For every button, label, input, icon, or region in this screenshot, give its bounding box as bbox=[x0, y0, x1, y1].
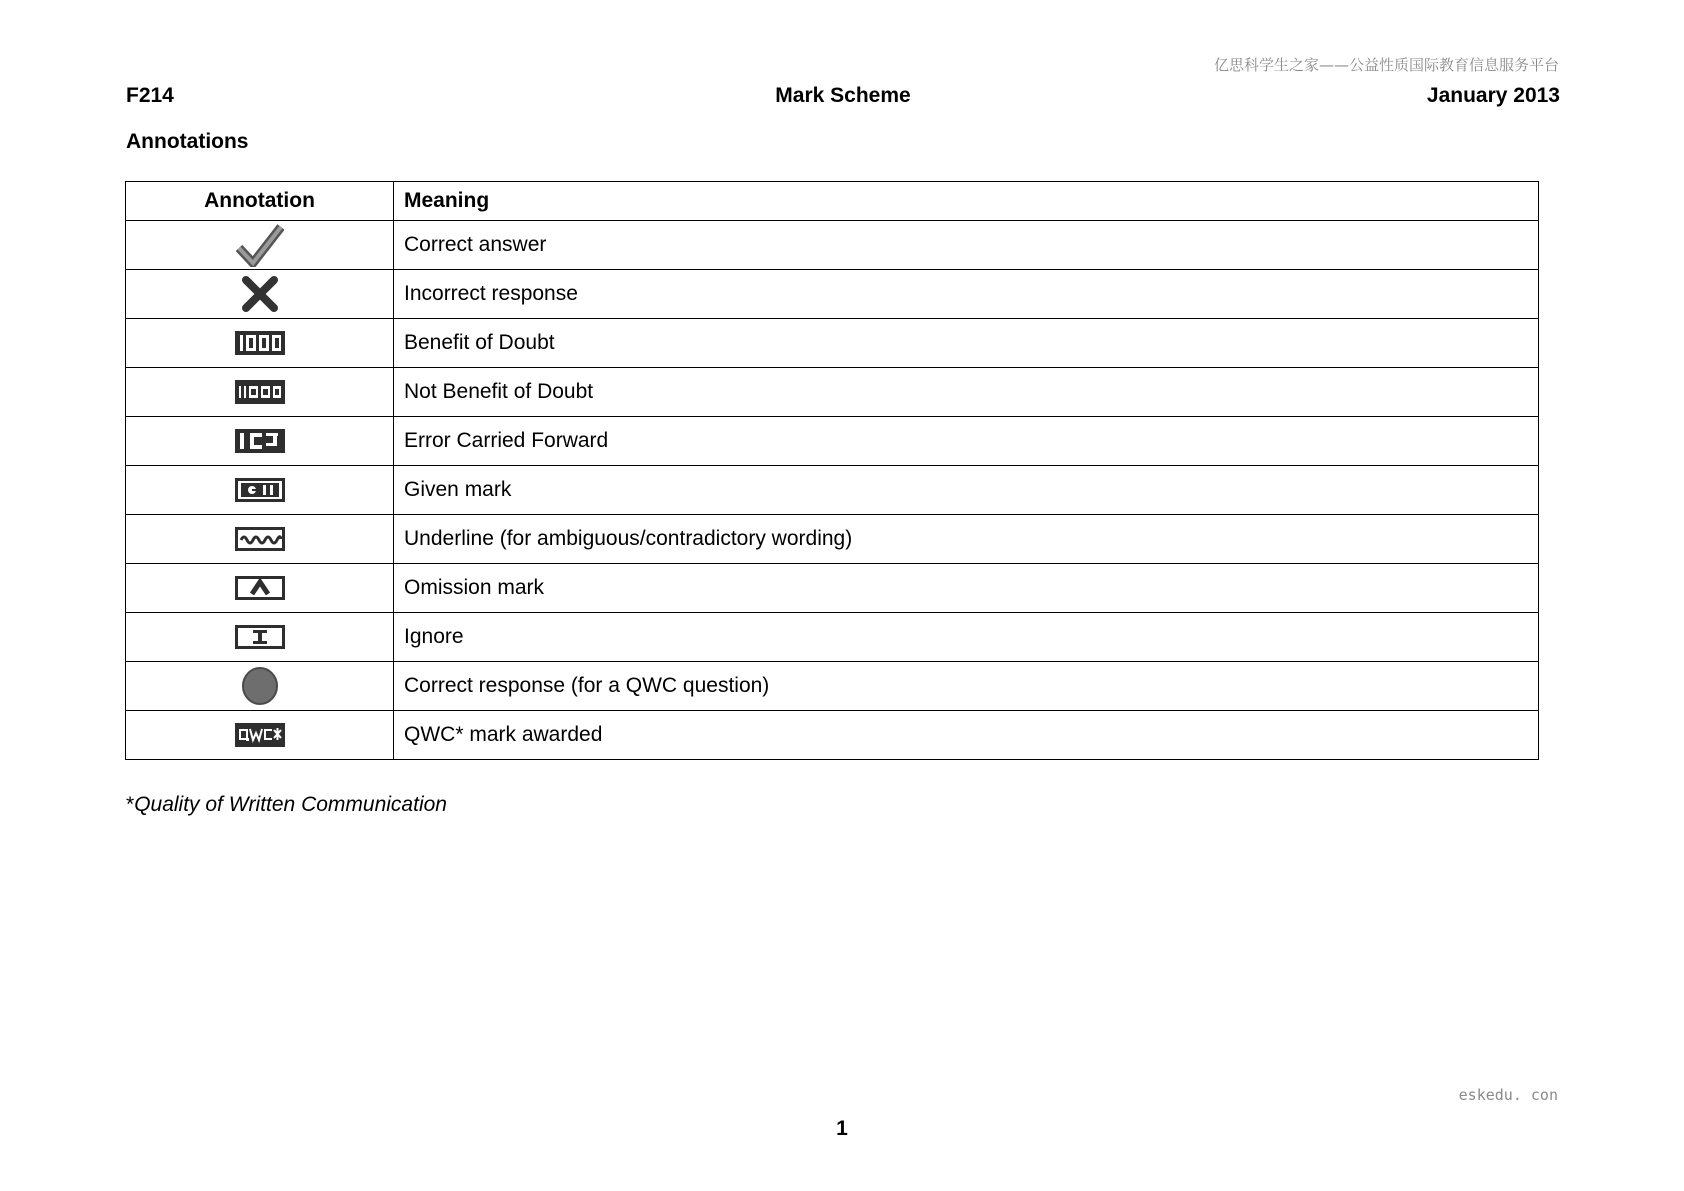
meaning-cell: Benefit of Doubt bbox=[394, 319, 1539, 368]
table-row bbox=[126, 417, 1539, 466]
meaning-cell: Omission mark bbox=[394, 564, 1539, 613]
table-row bbox=[126, 613, 1539, 662]
table-row bbox=[126, 515, 1539, 564]
footnote-marker: * bbox=[126, 793, 135, 816]
gm-stamp-icon bbox=[235, 478, 285, 502]
table-row bbox=[126, 466, 1539, 515]
tick-icon bbox=[236, 223, 284, 267]
footnote-text: Quality of Written Communication bbox=[134, 793, 447, 816]
table-row bbox=[126, 270, 1539, 319]
page-number: 1 bbox=[836, 1117, 848, 1140]
meaning-cell: Given mark bbox=[394, 466, 1539, 515]
table-header-row bbox=[126, 182, 1539, 221]
annotations-table bbox=[125, 181, 1539, 760]
table-row bbox=[126, 221, 1539, 270]
paper-code: F214 bbox=[126, 84, 174, 107]
nbod-stamp-icon bbox=[235, 380, 285, 404]
column-header-meaning: Meaning bbox=[394, 182, 1539, 221]
watermark-top: 亿思科学生之家——公益性质国际教育信息服务平台 bbox=[1213, 56, 1559, 74]
meaning-cell: Underline (for ambiguous/contradictory wording) bbox=[394, 515, 1539, 564]
meaning-cell: Correct answer bbox=[394, 221, 1539, 270]
table-row bbox=[126, 368, 1539, 417]
column-header-annotation: Annotation bbox=[126, 182, 394, 221]
meaning-cell: Incorrect response bbox=[394, 270, 1539, 319]
qwc-stamp-icon bbox=[235, 723, 285, 747]
section-title: Annotations bbox=[126, 130, 249, 153]
meaning-cell: Error Carried Forward bbox=[394, 417, 1539, 466]
cross-icon bbox=[241, 275, 279, 313]
watermark-bottom: eskedu. con bbox=[1458, 1086, 1558, 1104]
table-row bbox=[126, 564, 1539, 613]
ecf-stamp-icon bbox=[235, 429, 285, 453]
table-row bbox=[126, 319, 1539, 368]
meaning-cell: Not Benefit of Doubt bbox=[394, 368, 1539, 417]
ignore-stamp-icon bbox=[235, 625, 285, 649]
meaning-cell: Correct response (for a QWC question) bbox=[394, 662, 1539, 711]
document-title: Mark Scheme bbox=[775, 84, 911, 107]
table-row bbox=[126, 711, 1539, 760]
page-header bbox=[126, 84, 1560, 112]
table-row bbox=[126, 662, 1539, 711]
bod-stamp-icon bbox=[235, 331, 285, 355]
wavy-underline-stamp-icon bbox=[235, 527, 285, 551]
exam-date: January 2013 bbox=[1426, 84, 1560, 107]
meaning-cell: Ignore bbox=[394, 613, 1539, 662]
footnote bbox=[126, 793, 447, 817]
dot-icon bbox=[241, 666, 279, 706]
meaning-cell: QWC* mark awarded bbox=[394, 711, 1539, 760]
caret-stamp-icon bbox=[235, 576, 285, 600]
